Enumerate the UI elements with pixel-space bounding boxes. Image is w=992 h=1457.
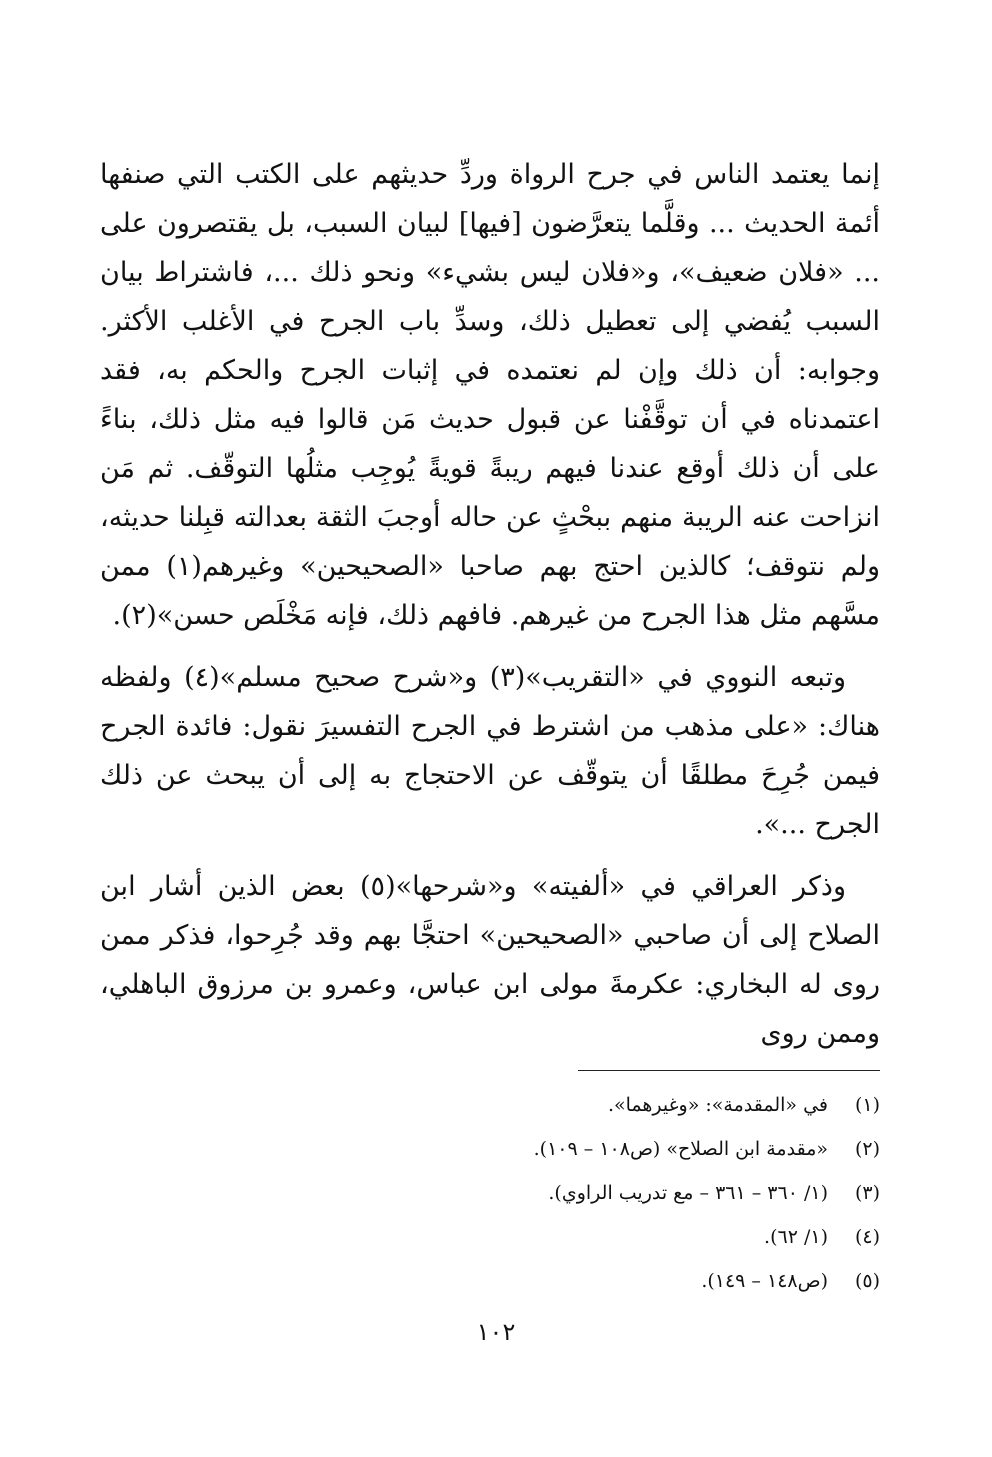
footnote-text: (١/ ٣٦٠ – ٣٦١ – مع تدريب الراوي). <box>548 1182 828 1204</box>
paragraph-quote-continuation: إنما يعتمد الناس في جرح الرواة وردِّ حديثهم على الكتب التي صنفها أئمة الحديث ... وقلَّما يتعرَّضون [فيها] لبيان السبب، بل يقتصرون على ... «فلان ضعيف»، و«فلان ليس بشيء» ونحو ذلك ...، فاشتراط بيان السبب يُفضي إلى تعطيل ذلك، وسدِّ باب الجرح في الأغلب الأكثر. وجوابه: أن ذلك وإن لم نعتمده في إثبات الجرح والحكم به، فقد اعتمدناه في أن توقَّفْنا عن قبول حديث مَن قالوا فيه مثل ذلك، بناءً على أن ذلك أوقع عندنا فيهم ريبةً قويةً يُوجِب مثلُها التوقّف. ثم مَن انزاحت عنه الريبة منهم ببحْثٍ عن حاله أوجبَ الثقة بعدالته قبِلنا حديثه، ولم نتوقف؛ كالذين احتج بهم صاحبا «الصحيحين» وغيرهم(١) ممن مسَّهم مثل هذا الجرح من غيرهم. فافهم ذلك، فإنه مَخْلَص حسن»(٢). <box>100 159 881 631</box>
footnote-item <box>280 1218 880 1256</box>
footnote-number: (١) <box>854 1094 880 1116</box>
footnote-text: (ص١٤٨ – ١٤٩). <box>701 1270 828 1292</box>
footnote-separator <box>578 1070 880 1071</box>
footnote-text: في «المقدمة»: «وغيرهما». <box>607 1094 828 1116</box>
footnote-item <box>280 1174 880 1212</box>
footnote-number: (٢) <box>854 1138 880 1160</box>
footnote-item <box>280 1086 880 1124</box>
footnote-number: (٥) <box>854 1270 880 1292</box>
footnote-number: (٣) <box>854 1182 880 1204</box>
footnotes <box>280 1086 880 1306</box>
main-text <box>100 150 880 1058</box>
page-content <box>100 150 880 1058</box>
page-number: ١٠٢ <box>476 1318 516 1346</box>
footnote-item <box>280 1262 880 1300</box>
paragraph-nawawi: وتبعه النووي في «التقريب»(٣) و«شرح صحيح مسلم»(٤) ولفظه هناك: «على مذهب من اشترط في الجرح التفسيرَ نقول: فائدة الجرح فيمن جُرِحَ مطلقًا أن يتوقّف عن الاحتجاج به إلى أن يبحث عن ذلك الجرح ...». <box>100 662 880 840</box>
footnote-number: (٤) <box>854 1226 880 1248</box>
paragraph-iraqi: وذكر العراقي في «ألفيته» و«شرحها»(٥) بعض الذين أشار ابن الصلاح إلى أن صاحبي «الصحيحين» احتجَّا بهم وقد جُرِحوا، فذكر ممن روى له البخاري: عكرمةَ مولى ابن عباس، وعمرو بن مرزوق الباهلي، وممن روى <box>100 871 880 1049</box>
footnote-text: (١/ ٦٢). <box>764 1226 828 1248</box>
footnote-item <box>280 1130 880 1168</box>
footnote-text: «مقدمة ابن الصلاح» (ص١٠٨ – ١٠٩). <box>533 1138 828 1160</box>
